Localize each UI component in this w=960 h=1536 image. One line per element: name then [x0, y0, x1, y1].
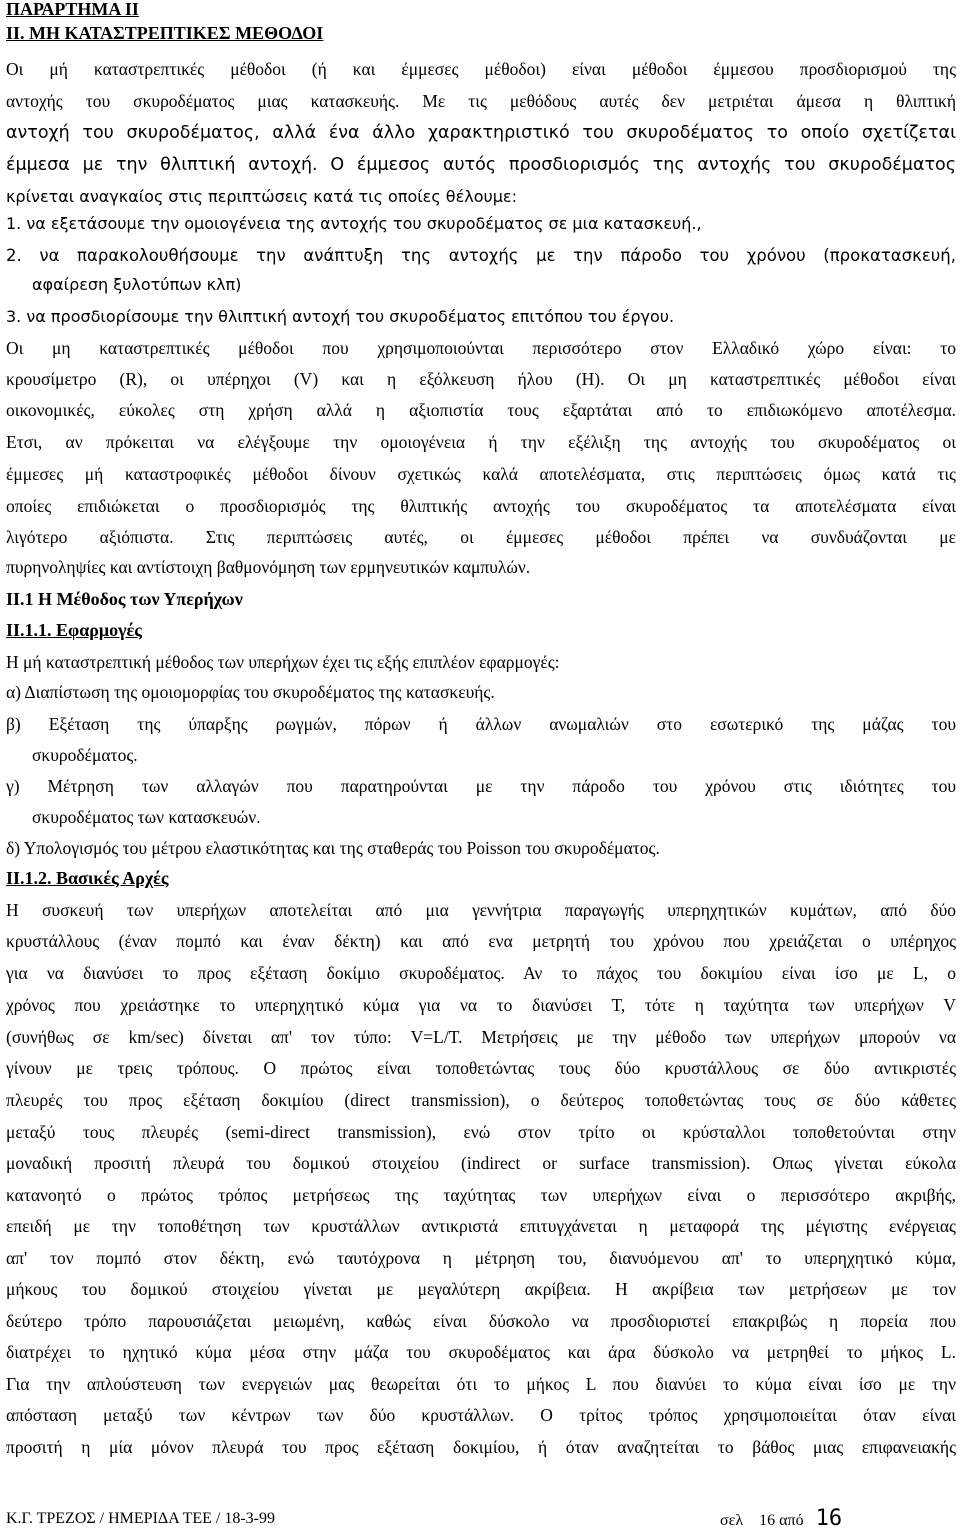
- para2-line-1: Οι μη καταστρεπτικές μέθοδοι που χρησιμοποιούνται περισσότερο στον Ελλαδικό χώρο είναι: το: [6, 338, 956, 358]
- principles-line-8: μεταξύ τους πλευρές (semi-direct transmission), ενώ στον τρίτο οι κρύσταλλοι τοποθετούνται στην: [6, 1122, 956, 1142]
- para2-line-4: Ετσι, αν πρόκειται να ελέγξουμε την ομοιογένεια ή την εξέλιξη της αντοχής του σκυροδέματος οι: [6, 432, 956, 452]
- principles-line-3: για να διανύσει το προς εξέταση δοκίμιο σκυροδέματος. Αν το πάχος του δοκιμίου είναι ίσο με L, ο: [6, 963, 956, 983]
- para2-line-2: κρουσίμετρο (R), οι υπέρηχοι (V) και η εξόλκευση ήλου (Η). Οι μη καταστρεπτικές μέθοδοι είναι: [6, 369, 956, 389]
- heading-applications: ΙΙ.1.1. Εφαρμογές: [6, 620, 142, 640]
- footer-page-total: 16: [815, 1506, 843, 1531]
- principles-line-14: δεύτερο τρόπο παρουσιάζεται μειωμένη, καθώς είναι δύσκολο να προσδιοριστεί επακριβώς η πορεία που: [6, 1311, 956, 1331]
- intro-line-1: Οι μή καταστρεπτικές μέθοδοι (ή και έμμεσες μέθοδοι) είναι μέθοδοι έμμεσου προσδιορισμού της: [6, 59, 956, 79]
- intro-line-3: αντοχή του σκυροδέματος, αλλά ένα άλλο χαρακτηριστικό του σκυροδέματος το οποίο σχετίζεται: [6, 123, 956, 143]
- intro-line-4: έμμεσα με την θλιπτική αντοχή. Ο έμμεσος αυτός προσδιορισμός της αντοχής του σκυροδέματος: [6, 155, 956, 175]
- principles-line-6: γίνουν με τρεις τρόπους. Ο πρώτος είναι τοποθετώντας τους δύο κρυστάλλους σε δύο αντικριστές: [6, 1058, 956, 1078]
- list-item-1: 1. να εξετάσουμε την ομοιογένεια της αντοχής του σκυροδέματος σε μια κατασκευή.,: [6, 214, 702, 233]
- footer-page-prefix: σελ: [720, 1512, 744, 1529]
- principles-line-2: κρυστάλλους (έναν πομπό και έναν δέκτη) και από ενα μετρητή του χρόνου που χρειάζεται ο υπέρηχος: [6, 931, 956, 951]
- heading-basic-principles: ΙΙ.1.2. Βασικές Αρχές: [6, 868, 169, 888]
- principles-line-7: πλευρές του προς εξέταση δοκιμίου (direct transmission), ο δεύτερος τοποθετώντας τους σε δύο κάθετες: [6, 1090, 956, 1110]
- principles-line-15: διατρέχει το ηχητικό κύμα μέσα στην μάζα του σκυροδέματος και άρα δύσκολο να μετρηθεί το μήκος L.: [6, 1342, 956, 1362]
- footer-page-number: [720, 1508, 842, 1532]
- section-title: ΙΙ. ΜΗ ΚΑΤΑΣΤΡΕΠΤΙΚΕΣ ΜΕΘΟΔΟΙ: [6, 23, 324, 43]
- footer-page-current: 16: [759, 1512, 776, 1529]
- principles-line-18: προσιτή η μία μόνον πλευρά του προς εξέταση δοκιμίου, ή όταν αναζητείται το βάθος μιας επιφανειακής: [6, 1437, 956, 1457]
- principles-line-17: απόσταση μεταξύ των κέντρων των δύο κρυστάλλων. Ο τρίτος τρόπος χρησιμοποιείται όταν είναι: [6, 1405, 956, 1425]
- para2-line-6: οποίες επιδιώκεται ο προσδιορισμός της θλιπτικής αντοχής του σκυροδέματος τα αποτελέσματα είναι: [6, 496, 956, 516]
- application-c-line-2: σκυροδέματος των κατασκευών.: [32, 807, 261, 827]
- principles-line-13: μήκους του δομικού στοιχείου γίνεται με μεγαλύτερη ακρίβεια. Η ακρίβεια των μετρήσεων με τον: [6, 1279, 956, 1299]
- footer-author: Κ.Γ. ΤΡΕΖΟΣ / ΗΜΕΡΙΔΑ ΤΕΕ / 18-3-99: [6, 1510, 275, 1527]
- application-c-line-1: γ) Μέτρηση των αλλαγών που παρατηρούνται με την πάροδο του χρόνου στις ιδιότητες του: [6, 776, 956, 796]
- intro-line-2: αντοχής του σκυροδέματος μιας κατασκευής. Με τις μεθόδους αυτές δεν μετριέται άμεσα η θλιπτική: [6, 91, 956, 111]
- principles-line-5: (συνήθως σε km/sec) δίνεται απ' τον τύπο: V=L/T. Μετρήσεις με την μέθοδο των υπερήχων μπορούν να: [6, 1027, 956, 1047]
- principles-line-11: επειδή με την τοποθέτηση των κρυστάλλων αντικριστά επιτυγχάνεται η μεταφορά της μέγιστης ενέργειας: [6, 1216, 956, 1236]
- applications-intro: Η μή καταστρεπτική μέθοδος των υπερήχων έχει τις εξής επιπλέον εφαρμογές:: [6, 652, 560, 672]
- principles-line-16: Για την απλούστευση των ενεργειών μας θεωρείται ότι το μήκος L που διανύει το κύμα είναι ίσο με την: [6, 1374, 956, 1394]
- heading-ultrasound-method: ΙΙ.1 Η Μέθοδος των Υπερήχων: [6, 589, 243, 609]
- list-item-2-line-2: αφαίρεση ξυλοτύπων κλπ): [32, 275, 242, 294]
- document-page: [6, 0, 956, 1536]
- intro-line-5: κρίνεται αναγκαίος στις περιπτώσεις κατά τις οποίες θέλουμε:: [6, 187, 517, 206]
- principles-line-12: απ' τον πομπό στον δέκτη, ενώ ταυτόχρονα η μέτρηση του, διανυόμενου απ' το υπερηχητικό κύμα,: [6, 1248, 956, 1268]
- principles-line-4: χρόνος που χρειάστηκε το υπερηχητικό κύμα για να το διανύσει Τ, τότε η ταχύτητα των υπερήχων V: [6, 995, 956, 1015]
- application-d: δ) Υπολογισμός του μέτρου ελαστικότητας και της σταθεράς του Poisson του σκυροδέματος.: [6, 838, 660, 858]
- list-item-3: 3. να προσδιορίσουμε την θλιπτική αντοχή του σκυροδέματος επιτόπου του έργου.: [6, 307, 675, 326]
- application-a: α) Διαπίστωση της ομοιομορφίας του σκυροδέματος της κατασκευής.: [6, 682, 495, 702]
- appendix-heading: ΠΑΡΑΡΤΗΜΑ ΙΙ: [6, 0, 139, 19]
- footer-page-separator: από: [779, 1512, 804, 1529]
- application-b-line-2: σκυροδέματος.: [32, 745, 138, 765]
- principles-line-10: κατανοητό ο πρώτος τρόπος μετρήσεως της ταχύτητας των υπερήχων είναι ο περισσότερο ακριβής,: [6, 1185, 956, 1205]
- para2-line-7: λιγότερο αξιόπιστα. Στις περιπτώσεις αυτές, οι έμμεσες μέθοδοι πρέπει να συνδυάζονται με: [6, 527, 956, 547]
- para2-line-3: οικονομικές, εύκολες στη χρήση αλλά η αξιοπιστία τους εξαρτάται από το επιδιωκόμενο αποτέλεσμα.: [6, 400, 956, 420]
- list-item-2-line-1: 2. να παρακολουθήσουμε την ανάπτυξη της αντοχής με την πάροδο του χρόνου (προκατασκευή,: [6, 246, 956, 265]
- para2-line-8: πυρηνοληψίες και αντίστοιχη βαθμονόμηση των ερμηνευτικών καμπυλών.: [6, 557, 531, 577]
- principles-line-1: Η συσκευή των υπερήχων αποτελείται από μια γεννήτρια παραγωγής υπερηχητικών κυμάτων, από δύο: [6, 900, 956, 920]
- principles-line-9: μοναδική προσιτή πλευρά του δομικού στοιχείου (indirect or surface transmission). Οπως γίνεται εύκολα: [6, 1153, 956, 1173]
- application-b-line-1: β) Εξέταση της ύπαρξης ρωγμών, πόρων ή άλλων ανωμαλιών στο εσωτερικό της μάζας του: [6, 714, 956, 734]
- para2-line-5: έμμεσες μή καταστροφικές μέθοδοι δίνουν σχετικώς καλά αποτελέσματα, στις περιπτώσεις όμως κατά τις: [6, 464, 956, 484]
